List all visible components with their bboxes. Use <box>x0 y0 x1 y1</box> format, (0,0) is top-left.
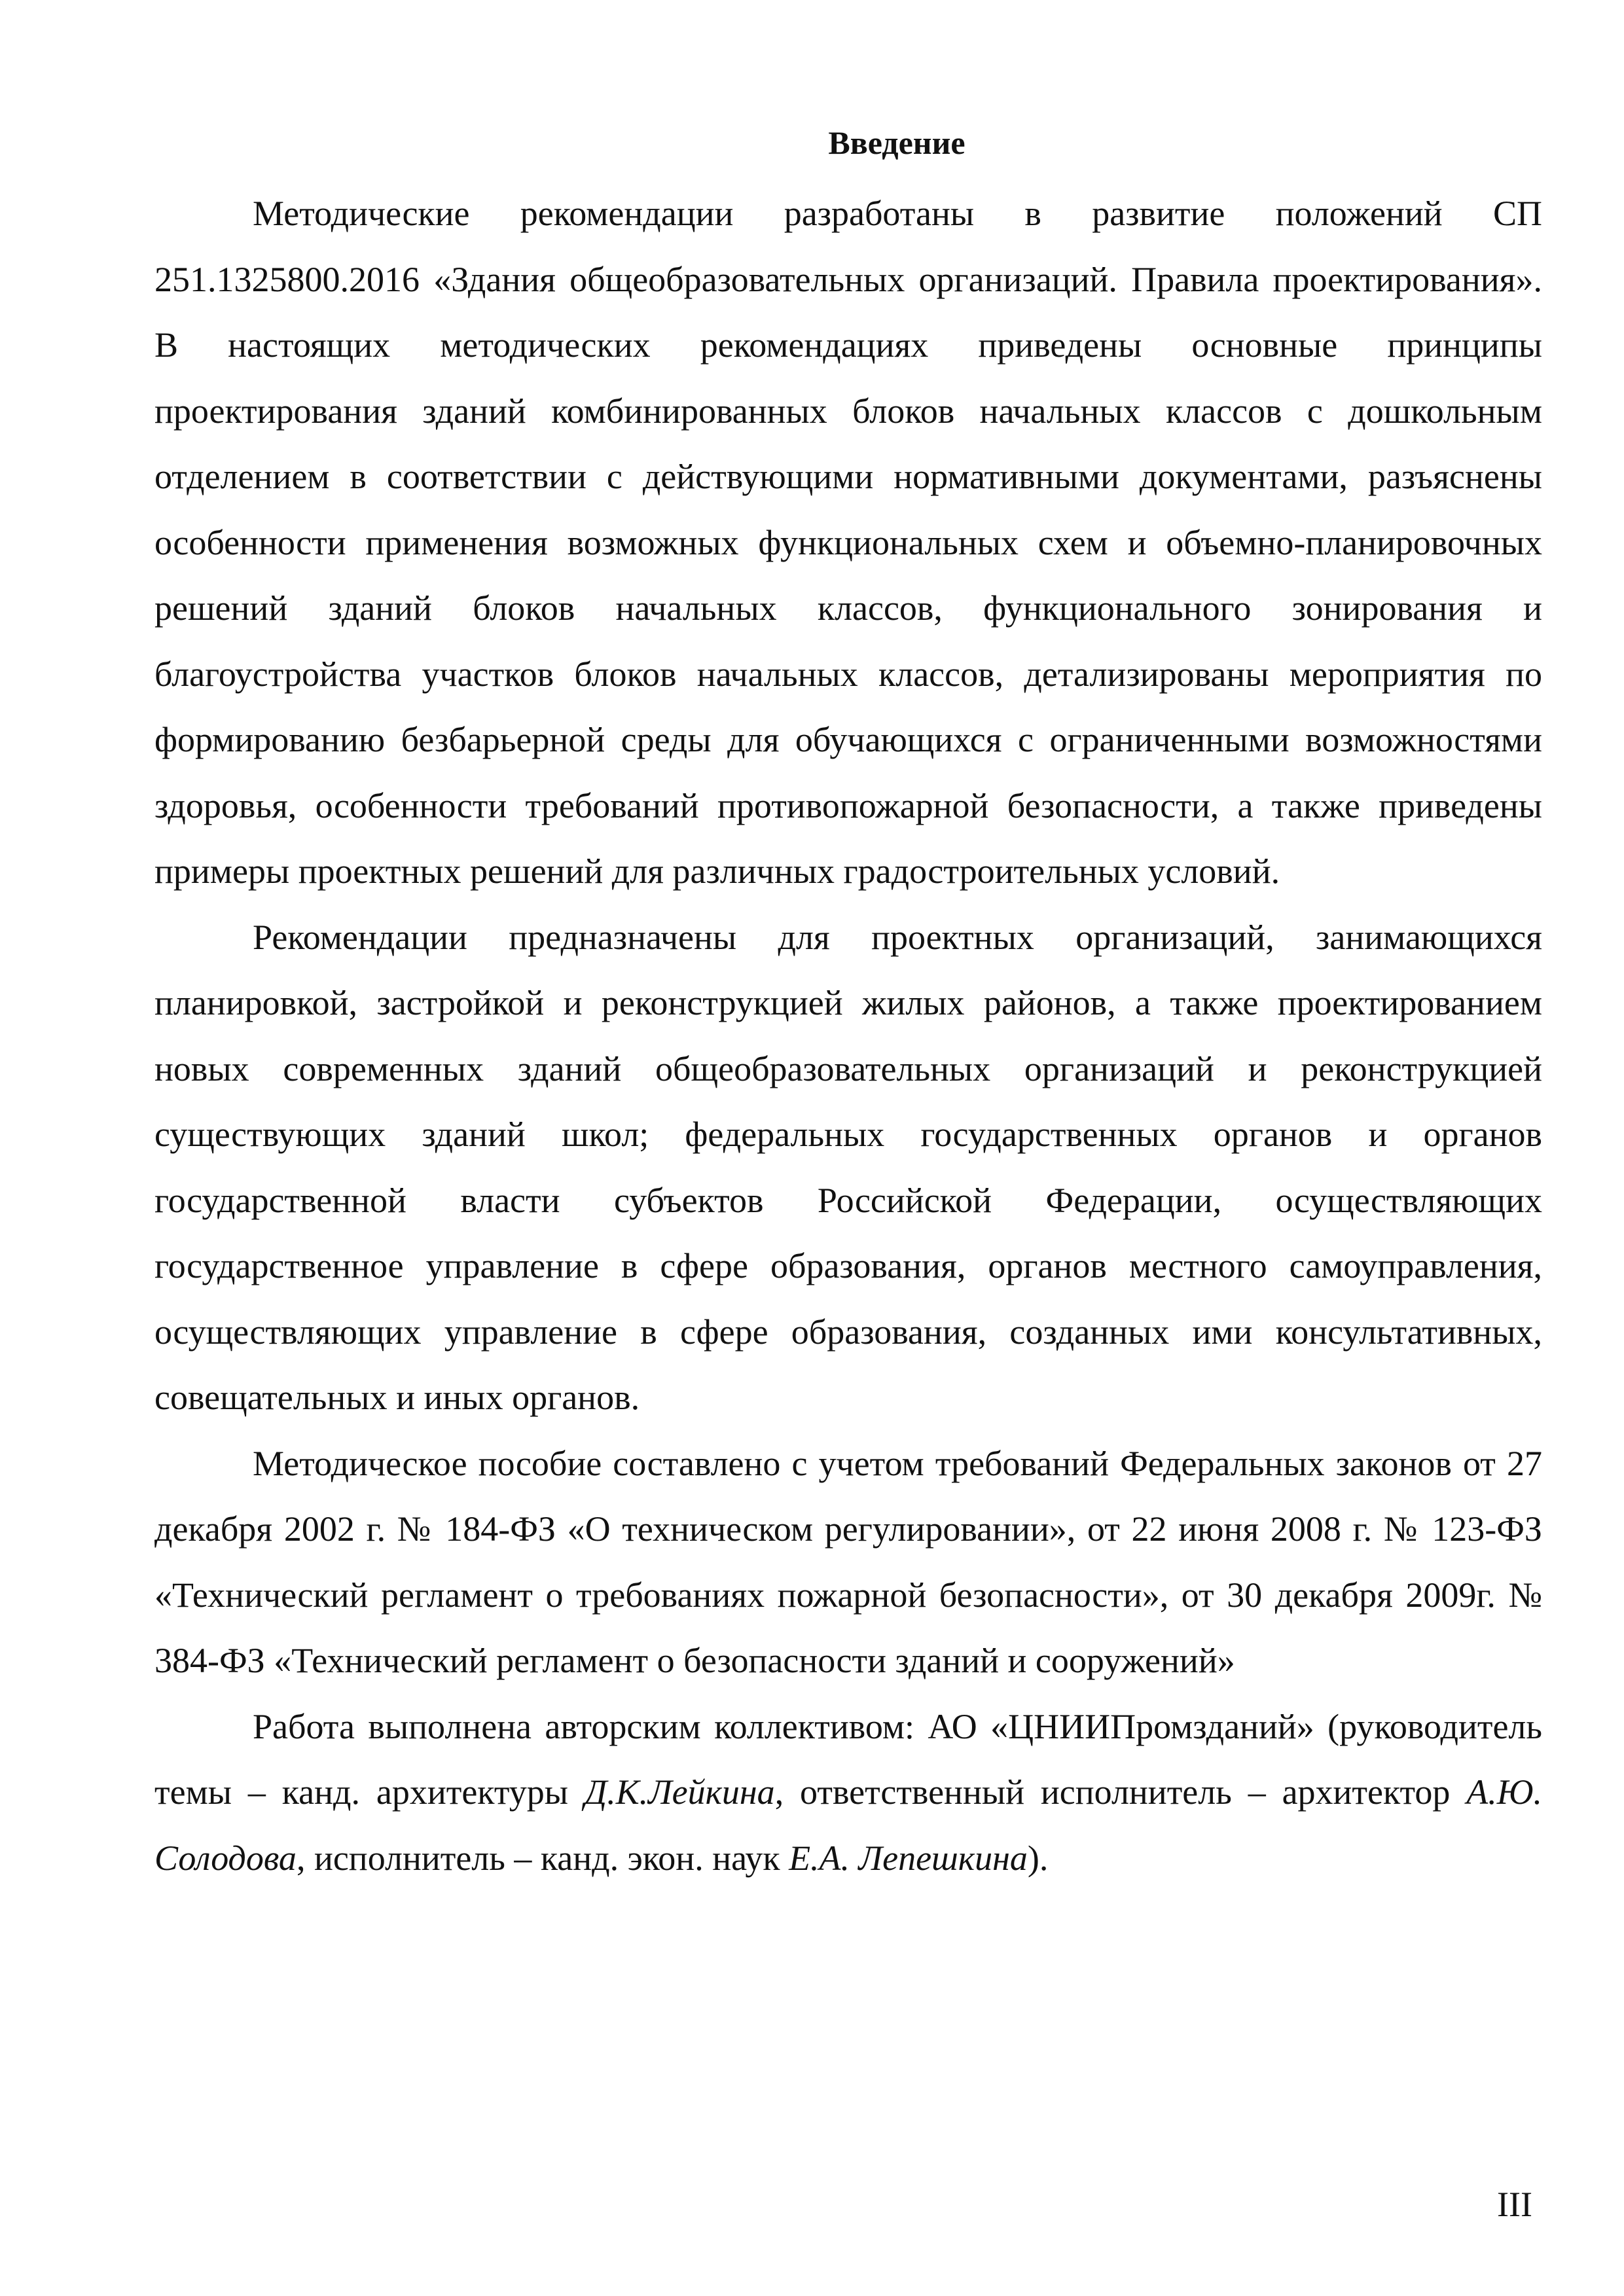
authors-mid-text-2: , исполнитель – канд. экон. наук <box>296 1838 789 1878</box>
author-name-leikina: Д.К.Лейкина <box>584 1772 775 1812</box>
authors-tail-text: ). <box>1027 1838 1049 1878</box>
page-title: Введение <box>828 124 965 161</box>
authors-lead-text: Работа выполнена авторским коллективом: АО «ЦНИИПромзданий» (руководитель темы – канд. архитектуры <box>154 1706 1542 1812</box>
page-number: III <box>1497 2185 1532 2224</box>
paragraph-legal-basis: Методическое пособие составлено с учетом требований Федеральных законов от 27 декабря 2002 г. № 184-ФЗ «О техническом регулировании», от 22 июня 2008 г. № 123-ФЗ «Технический регламент о требованиях пожарной безопасности», от 30 декабря 2009г. № 384-ФЗ «Технический регламент о безопасности зданий и сооружений» <box>154 1443 1542 1680</box>
paragraph-authors <box>154 1694 1542 1892</box>
paragraph-audience: Рекомендации предназначены для проектных организаций, занимающихся планировкой, застройкой и реконструкцией жилых районов, а также проектированием новых современных зданий общеобразовательных организаций и реконструкцией существующих зданий школ; федеральных государственных органов и органов государственной власти субъектов Российской Федерации, осуществляющих государственное управление в сфере образования, органов местного самоуправления, осуществляющих управление в сфере образования, созданных ими консультативных, совещательных и иных органов. <box>154 917 1542 1417</box>
document-body <box>154 181 1542 1891</box>
author-name-lepeshkina: Е.А. Лепешкина <box>789 1838 1028 1878</box>
authors-mid-text-1: , ответственный исполнитель – архитектор <box>774 1772 1467 1812</box>
paragraph-purpose: Методические рекомендации разработаны в развитие положений СП 251.1325800.2016 «Здания общеобразовательных организаций. Правила проектирования». В настоящих методических рекомендациях приведены основные принципы проектирования зданий комбинированных блоков начальных классов с дошкольным отделением в соответствии с действующими нормативными документами, разъяснены особенности применения возможных функциональных схем и объемно-планировочных решений зданий блоков начальных классов, функционального зонирования и благоустройства участков блоков начальных классов, детализированы мероприятия по формированию безбарьерной среды для обучающихся с ограниченными возможностями здоровья, особенности требований противопожарной безопасности, а также приведены примеры проектных решений для различных градостроительных условий. <box>154 194 1542 891</box>
author-name-solodova: А.Ю. Солодова <box>154 1772 1543 1878</box>
